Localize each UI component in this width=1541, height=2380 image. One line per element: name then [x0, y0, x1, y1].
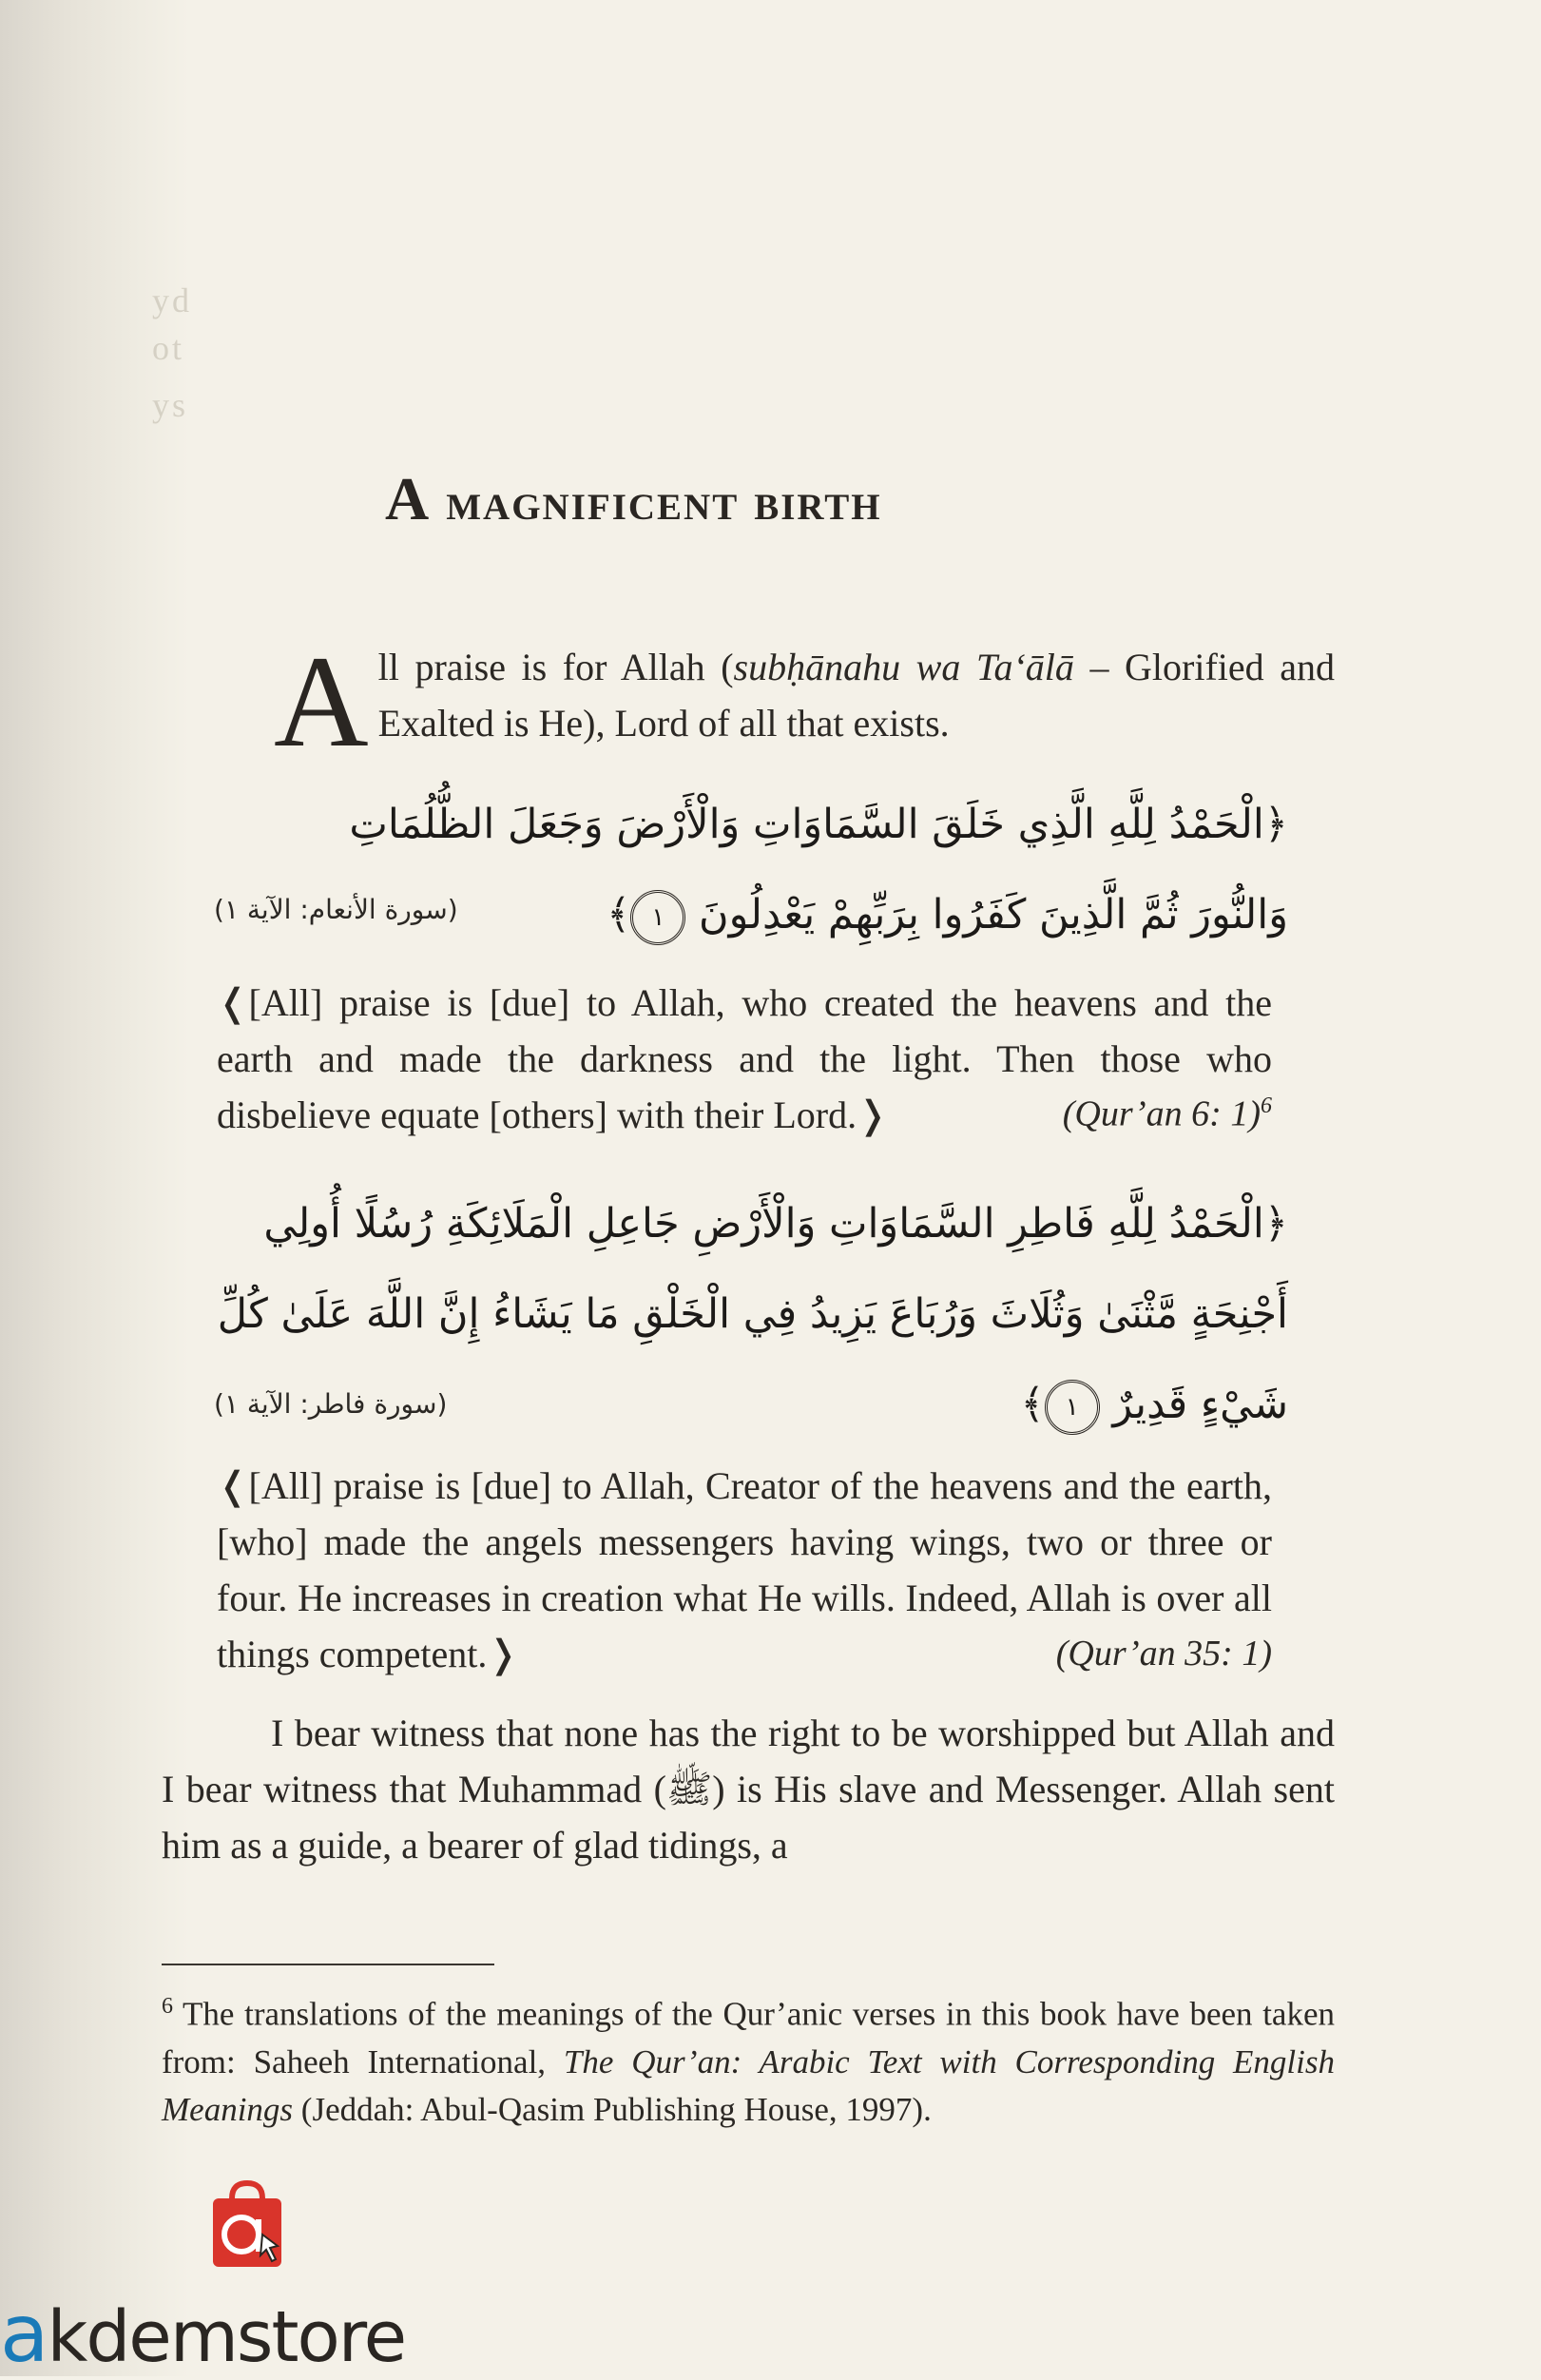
- arabic-line: ﴿الْحَمْدُ لِلَّهِ الَّذِي خَلَقَ السَّمَاوَاتِ وَالْأَرْضَ وَجَعَلَ الظُّلُمَاتِ: [349, 801, 1288, 848]
- arabic-line: ﴿الْحَمْدُ لِلَّهِ فَاطِرِ السَّمَاوَاتِ وَالْأَرْضِ جَاعِلِ الْمَلَائِكَةِ رُسُلًا أُولِي: [263, 1200, 1288, 1248]
- surah-reference: (سورة فاطر: الآية ١): [214, 1388, 448, 1420]
- intro-paragraph: All praise is for Allah (subḥānahu wa Ta‘ālā – Glorified and Exalted is He), Lord of all that exists.: [274, 629, 1335, 774]
- closing-paragraph: I bear witness that none has the right to be worshipped but Allah and I bear witness that Muhammad (ﷺ) is His slave and Messenger. Allah sent him as a guide, a bearer of glad tidings, a: [162, 1712, 1335, 1867]
- verse-translation-1: ❬[All] praise is [due] to Allah, who created the heavens and the earth and made the darkness and the light. Then those who disbelieve equate [others] with their Lord.❭ (Qur’an 6: 1)$^6$: [217, 975, 1272, 1143]
- arabic-line: أَجْنِحَةٍ مَّثْنَىٰ وَثُلَاثَ وَرُبَاعَ يَزِيدُ فِي الْخَلْقِ مَا يَشَاءُ إِنَّ اللَّهَ عَلَىٰ كُلِّ: [217, 1290, 1288, 1338]
- bleed-through-text: yd: [152, 281, 192, 319]
- quran-verse-arabic-2: [214, 1179, 1288, 1450]
- chapter-title: A magnificent birth: [385, 465, 882, 532]
- footnote-divider: [162, 1964, 494, 1965]
- verse-citation: (Qur’an 6: 1)$^6$: [1062, 1093, 1272, 1134]
- arabic-line: وَالنُّورَ ثُمَّ الَّذِينَ كَفَرُوا بِرَبِّهِمْ يَعْدِلُونَ ١﴾: [214, 870, 1288, 960]
- drop-cap: A: [274, 629, 369, 774]
- surah-reference: (سورة الأنعام: الآية ١): [214, 894, 458, 925]
- quran-verse-arabic-1: [214, 780, 1288, 960]
- bleed-through-text: ys: [152, 386, 189, 424]
- verse-number-ornament: ١: [630, 890, 685, 945]
- verse-translation-2: ❬[All] praise is [due] to Allah, Creator of the heavens and the earth, [who] made the angels messengers having wings, two or three or four. He increases in creation what He wills. Indeed, Allah is over all things competent.❭ (Qur’an 35: 1): [217, 1458, 1272, 1682]
- arabic-line: شَيْءٍ قَدِيرٌ ١﴾: [214, 1360, 1288, 1450]
- bleed-through-text: ot: [152, 329, 185, 367]
- footnote: $^6$ The translations of the meanings of the Qur’anic verses in this book have been taken from: Saheeh International, The Qur’an: Arabic Text with Corresponding English Meanings (Jeddah: Abul-Qasim Publishing House, 1997).: [162, 1994, 1336, 2128]
- verse-citation: (Qur’an 35: 1): [1055, 1634, 1272, 1674]
- shopping-bag-logo-icon: [200, 2177, 295, 2273]
- watermark-brand: akdemstore: [0, 2287, 406, 2380]
- verse-number-ornament: ١: [1045, 1380, 1100, 1435]
